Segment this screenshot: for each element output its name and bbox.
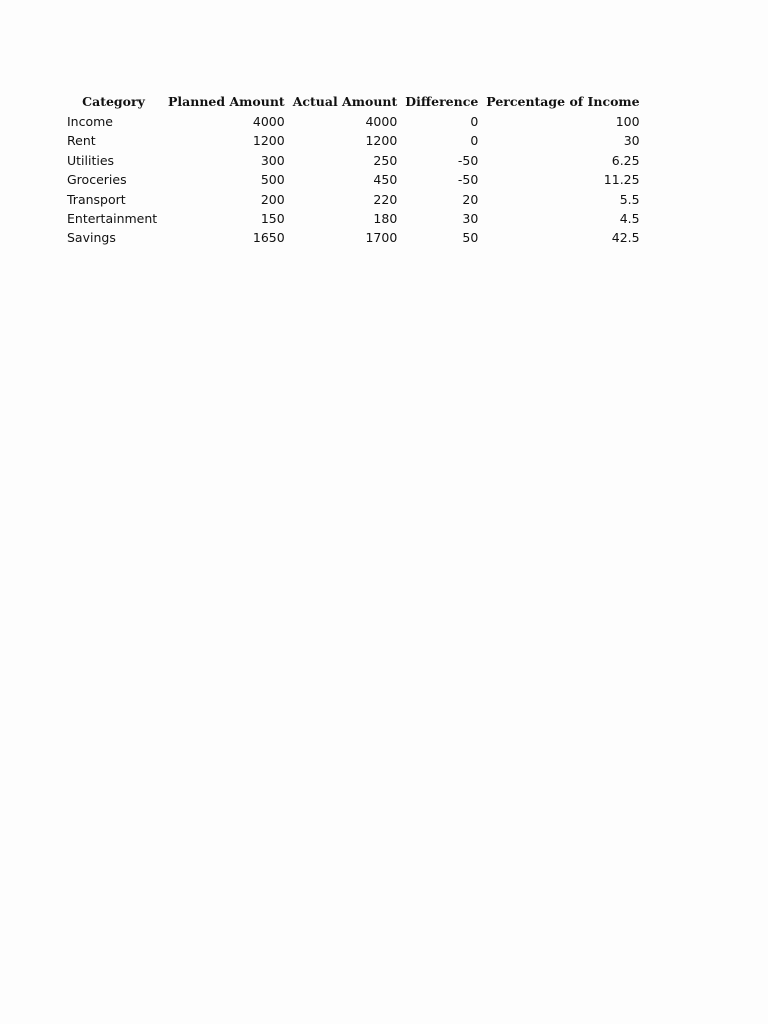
cell-difference: -50 (457, 152, 479, 168)
cell-percentage-of-income: 11.25 (603, 172, 640, 188)
cell-actual-amount: 4000 (365, 114, 398, 129)
header-actual-amount: Actual Amount (292, 94, 398, 109)
table-row (63, 209, 644, 228)
cell-planned-amount: 4000 (252, 114, 285, 129)
cell-category: Entertainment (67, 211, 158, 227)
cell-percentage-of-income: 42.5 (611, 230, 640, 246)
table-row (63, 112, 644, 131)
table-row (63, 151, 644, 170)
cell-category: Rent (67, 133, 96, 149)
header-percentage-of-income: Percentage of Income (486, 94, 640, 109)
cell-planned-amount: 1200 (252, 133, 285, 149)
cell-category: Utilities (67, 152, 115, 168)
cell-category: Savings (67, 230, 116, 246)
cell-category: Transport (67, 191, 126, 207)
cell-percentage-of-income: 30 (623, 133, 640, 149)
header-planned-amount: Planned Amount (168, 94, 285, 109)
cell-difference: 0 (470, 133, 479, 149)
cell-difference: 30 (462, 211, 479, 227)
cell-planned-amount: 1650 (252, 230, 285, 246)
cell-category: Groceries (67, 172, 127, 188)
cell-planned-amount: 500 (260, 172, 285, 188)
cell-difference: -50 (457, 172, 479, 188)
table-row (63, 190, 644, 209)
cell-percentage-of-income: 6.25 (611, 152, 640, 168)
cell-percentage-of-income: 4.5 (619, 211, 640, 227)
cell-planned-amount: 300 (260, 152, 285, 168)
cell-category: Income (67, 114, 113, 129)
header-row (63, 92, 644, 112)
cell-actual-amount: 180 (373, 211, 398, 227)
cell-difference: 20 (462, 191, 479, 207)
cell-difference: 0 (470, 114, 479, 129)
table-row (63, 228, 644, 247)
cell-actual-amount: 250 (373, 152, 398, 168)
cell-percentage-of-income: 100 (615, 114, 640, 129)
cell-actual-amount: 450 (373, 172, 398, 188)
budget-table (63, 92, 644, 248)
cell-actual-amount: 220 (373, 191, 398, 207)
table-row (63, 131, 644, 150)
header-category: Category (82, 94, 145, 109)
table-row (63, 170, 644, 189)
header-difference: Difference (405, 94, 479, 109)
cell-planned-amount: 150 (260, 211, 285, 227)
cell-percentage-of-income: 5.5 (619, 191, 640, 207)
cell-planned-amount: 200 (260, 191, 285, 207)
cell-actual-amount: 1700 (365, 230, 398, 246)
cell-difference: 50 (462, 230, 479, 246)
cell-actual-amount: 1200 (365, 133, 398, 149)
